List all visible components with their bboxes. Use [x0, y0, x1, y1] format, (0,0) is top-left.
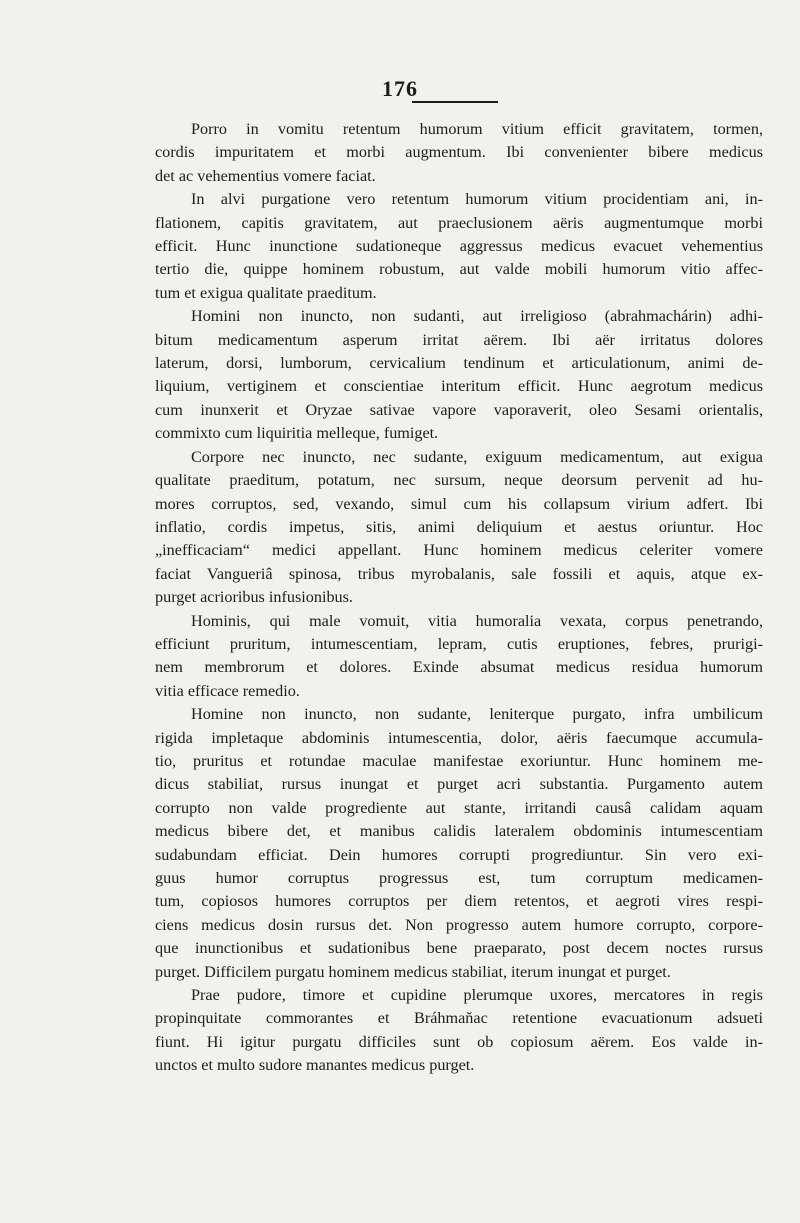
text-line: tum et exigua qualitate praeditum. [155, 283, 377, 302]
text-line: Homini non inuncto, non sudanti, aut irreligioso (abrahmachárin) adhi- [191, 307, 763, 326]
paragraph [155, 188, 763, 305]
text-line: faciat Vangueriâ spinosa, tribus myrobalanis, sale fossili et aquis, atque ex- [155, 564, 763, 583]
text-line: mores corruptos, sed, vexando, simul cum his collapsum virium adfert. Ibi [155, 494, 763, 513]
text-line: qualitate praeditum, potatum, nec sursum, neque deorsum pervenit ad hu- [155, 471, 763, 490]
paragraph [155, 446, 763, 610]
text-line: In alvi purgatione vero retentum humorum vitium procidentiam ani, in- [191, 190, 763, 209]
text-line: „inefficaciam“ medici appellant. Hunc hominem medicus celeriter vomere [155, 541, 763, 560]
text-line: tum, copiosos humores corruptos per diem retentos, et aegroti vires respi- [155, 892, 763, 911]
text-line: det ac vehementius vomere faciat. [155, 166, 376, 185]
text-line: sudabundam efficiat. Dein humores corrupti progrediuntur. Sin vero exi- [155, 845, 763, 864]
text-line: unctos et multo sudore manantes medicus purget. [155, 1056, 475, 1075]
text-line: bitum medicamentum asperum irritat aërem. Ibi aër irritatus dolores [155, 330, 763, 349]
text-line: propinquitate commorantes et Bráhmaňac retentione evacuationum adsueti [155, 1009, 763, 1028]
text-line: cordis impuritatem et morbi augmentum. Ibi convenienter bibere medicus [155, 143, 763, 162]
body-text [155, 118, 763, 1078]
text-line: Homine non inuncto, non sudante, leniterque purgato, infra umbilicum [191, 705, 763, 724]
text-line: tertio die, quippe hominem robustum, aut valde mobili humorum vitio affec- [155, 260, 763, 279]
text-line: guus humor corruptus progressus est, tum corruptum medicamen- [155, 869, 763, 887]
text-line: efficit. Hunc inunctione sudationeque aggressus medicus evacuet vehementius [155, 237, 763, 256]
text-line: vitia efficace remedio. [155, 681, 300, 700]
text-line: laterum, dorsi, lumborum, cervicalium tendinum et articulationum, animi de- [155, 354, 763, 373]
text-line: nem membrorum et dolores. Exinde absumat medicus residua humorum [155, 658, 763, 677]
text-line: fiunt. Hi igitur purgatu difficiles sunt ob copiosum aërem. Eos valde in- [155, 1032, 763, 1051]
text-line: purget acrioribus infusionibus. [155, 588, 353, 607]
text-line: inflatio, cordis impetus, sitis, animi deliquium et aestus oriuntur. Hoc [155, 517, 763, 536]
text-line: ciens medicus dosin rursus det. Non progresso autem humore corrupto, corpore- [155, 915, 763, 934]
text-line: liquium, vertiginem et conscientiae interitum efficit. Hunc aegrotum medicus [155, 377, 763, 396]
paragraph [155, 305, 763, 445]
paragraph [155, 610, 763, 704]
text-line: corrupto non valde progrediente aut stante, irritandi causâ calidam aquam [155, 798, 763, 817]
page-number-rule [412, 101, 498, 103]
text-line: commixto cum liquiritia melleque, fumiget. [155, 424, 439, 443]
text-line: efficiunt pruritum, intumescentiam, lepram, cutis eruptiones, febres, prurigi- [155, 634, 763, 653]
text-line: Porro in vomitu retentum humorum vitium efficit gravitatem, tormen, [191, 120, 763, 138]
text-line: flationem, capitis gravitatem, aut praeclusionem aëris augmentumque morbi [155, 213, 763, 232]
text-line: dicus stabiliat, rursus inungat et purget acri substantia. Purgamento autem [155, 775, 763, 794]
paragraph [155, 984, 763, 1078]
text-line: cum inunxerit et Oryzae sativae vapore vaporaverit, oleo Sesami orientalis, [155, 400, 763, 419]
paragraph [155, 118, 763, 188]
text-line: rigida impletaque abdominis intumescentia, dolor, aëris faecumque accumula- [155, 728, 763, 747]
text-line: medicus bibere det, et manibus calidis lateralem obdominis intumescentiam [155, 822, 763, 841]
text-line: que inunctionibus et sudationibus bene praeparato, post decem noctes rursus [155, 939, 763, 958]
page-number: 176 [382, 76, 418, 101]
text-line: Hominis, qui male vomuit, vitia humoralia vexata, corpus penetrando, [191, 611, 763, 630]
text-line: tio, pruritus et rotundae maculae manifestae exoriuntur. Hunc hominem me- [155, 751, 763, 770]
text-line: Corpore nec inuncto, nec sudante, exiguum medicamentum, aut exigua [191, 447, 763, 466]
text-line: purget. Difficilem purgatu hominem medicus stabiliat, iterum inungat et purget. [155, 962, 671, 981]
paragraph [155, 703, 763, 984]
text-line: Prae pudore, timore et cupidine plerumque uxores, mercatores in regis [191, 986, 763, 1005]
